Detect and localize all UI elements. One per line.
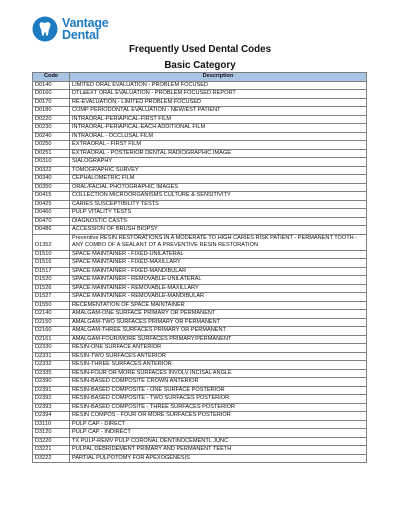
description-cell: SPACE MAINTAINER - REMOVABLE-UNILATERAL (70, 276, 367, 285)
description-cell: PULP CAP - DIRECT (70, 420, 367, 429)
table-row (33, 226, 367, 235)
description-cell: RECEMENTATION OF SPACE MAINTAINER (70, 301, 367, 310)
description-cell: ACCESSION OF BRUSH BIOPSY (70, 226, 367, 235)
table-row (33, 107, 367, 116)
code-cell: D1550 (33, 301, 70, 310)
code-cell: D2390 (33, 378, 70, 387)
description-cell: AMALGAM-ONE SURFACE PRIMARY OR PERMANENT (70, 310, 367, 319)
table-row (33, 403, 367, 412)
table-row (33, 310, 367, 319)
description-cell: PULPAL DEBRIDEMENT PRIMARY AND PERMANENT TEETH (70, 446, 367, 455)
table-row (33, 429, 367, 438)
code-cell: D3220 (33, 437, 70, 446)
table-row (33, 158, 367, 167)
table-row (33, 352, 367, 361)
table-row (33, 327, 367, 336)
code-cell: D0230 (33, 124, 70, 133)
code-cell: D1510 (33, 250, 70, 259)
code-cell: D2335 (33, 369, 70, 378)
table-row (33, 437, 367, 446)
table-row (33, 395, 367, 404)
table-row (33, 412, 367, 421)
description-cell: INTRAORAL - OCCLUSAL FILM (70, 132, 367, 141)
table-row (33, 284, 367, 293)
description-cell: EXTRAORAL - FIRST FILM (70, 141, 367, 150)
code-cell: D2160 (33, 327, 70, 336)
description-cell: RESIN-TWO SURFACES ANTERIOR (70, 352, 367, 361)
description-cell: TX PULP-REMV PULP CORONAL DENTINOCEMENTL JUNC (70, 437, 367, 446)
code-cell: D2332 (33, 361, 70, 370)
description-cell: LIMITED ORAL EVALUATION - PROBLEM FOCUSED (70, 81, 367, 90)
table-row (33, 386, 367, 395)
brand-line-2: Dental (62, 28, 100, 42)
table-row (33, 293, 367, 302)
page-title: Frequently Used Dental Codes (128, 44, 272, 55)
description-cell: RESIN-FOUR OR MORE SURFACES INVOLV INCISAL ANGLE (70, 369, 367, 378)
code-cell: D0460 (33, 209, 70, 218)
code-cell: D2392 (33, 395, 70, 404)
code-cell: D3221 (33, 446, 70, 455)
vantage-dental-logo (32, 14, 109, 44)
code-cell: D2140 (33, 310, 70, 319)
description-cell: SPACE MAINTAINER - REMOVABLE-MANDIBULAR (70, 293, 367, 302)
table-row (33, 344, 367, 353)
table-row (33, 192, 367, 201)
description-cell: CEPHALOMETRIC FILM (70, 175, 367, 184)
code-cell: D1526 (33, 284, 70, 293)
table-row (33, 200, 367, 209)
table-row (33, 234, 367, 250)
page-subtitle: Basic Category (164, 60, 236, 71)
table-row (33, 454, 367, 463)
code-cell: D1352 (33, 234, 70, 250)
table-row (33, 301, 367, 310)
description-cell: COMP PERIODONTAL EVALUATION - NEW/EST PATIENT (70, 107, 367, 116)
description-cell: RESIN-THREE SURFACES ANTERIOR (70, 361, 367, 370)
description-cell: SIALOGRAPHY (70, 158, 367, 167)
code-cell: D2393 (33, 403, 70, 412)
description-cell: INTRAORAL-PERIAPICAL-FIRST FILM (70, 115, 367, 124)
table-row (33, 267, 367, 276)
description-cell: AMALGAM-THREE SURFACES PRIMARY OR PERMANENT (70, 327, 367, 336)
table-row (33, 81, 367, 90)
code-cell: D0322 (33, 166, 70, 175)
table-row (33, 318, 367, 327)
code-cell: D1527 (33, 293, 70, 302)
code-cell: D0240 (33, 132, 70, 141)
tooth-logo-icon (32, 16, 58, 42)
code-cell: D1517 (33, 267, 70, 276)
code-cell: D0140 (33, 81, 70, 90)
code-cell: D2394 (33, 412, 70, 421)
description-cell: EXTRAORAL - POSTERIOR DENTAL RADIOGRAPHIC IMAGE (70, 149, 367, 158)
description-cell: PULP VITALITY TESTS (70, 209, 367, 218)
code-cell: D0170 (33, 98, 70, 107)
code-cell: D2330 (33, 344, 70, 353)
table-row (33, 183, 367, 192)
description-cell: COLLECTION MICROORGANISMS CULTURE & SENSITIVITY (70, 192, 367, 201)
code-cell: D0251 (33, 149, 70, 158)
description-cell: AMALGAM-TWO SURFACES PRIMARY OR PERMANENT (70, 318, 367, 327)
description-cell: ORAL/FACIAL PHOTOGRAPHIC IMAGES (70, 183, 367, 192)
code-cell: D0310 (33, 158, 70, 167)
code-cell: D0160 (33, 90, 70, 99)
column-header-code: Code (33, 73, 70, 82)
description-cell: RESIN COMPOS - FOUR OR MORE SURFACES POSTERIOR (70, 412, 367, 421)
description-cell: SPACE MAINTAINER - FIXED-MAXILLARY (70, 259, 367, 268)
table-row (33, 361, 367, 370)
code-cell: D3110 (33, 420, 70, 429)
description-cell: DTL&EXT ORAL EVALUATION - PROBLEM FOCUSED REPORT (70, 90, 367, 99)
code-cell: D0220 (33, 115, 70, 124)
dental-codes-table (32, 72, 367, 463)
code-cell: D0180 (33, 107, 70, 116)
description-cell: CARIES SUSCEPTIBILITY TESTS (70, 200, 367, 209)
table-row (33, 115, 367, 124)
description-cell: RE-EVALUATION - LIMITED PROBLEM FOCUSED (70, 98, 367, 107)
table-row (33, 149, 367, 158)
description-cell: Preventive RESIN RESTORATIONS IN A MODERATE TO HIGH CARIES RISK PATIENT - PERMANENT TOOTH - ANY COMBO OF A SEALANT OT A PREVENTIVE RESIN RESTORATION (70, 234, 367, 250)
table-row (33, 90, 367, 99)
code-cell: D2391 (33, 386, 70, 395)
code-cell: D0350 (33, 183, 70, 192)
description-cell: PULP CAP - INDIRECT (70, 429, 367, 438)
code-cell: D0340 (33, 175, 70, 184)
description-cell: RESIN-BASED COMPOSITE CROWN ANTERIOR (70, 378, 367, 387)
code-cell: D2150 (33, 318, 70, 327)
table-row (33, 98, 367, 107)
table-row (33, 259, 367, 268)
table-row (33, 378, 367, 387)
table-row (33, 166, 367, 175)
code-cell: D1520 (33, 276, 70, 285)
code-cell: D2331 (33, 352, 70, 361)
description-cell: PARTIAL PULPOTOMY FOR APEXOGENESIS (70, 454, 367, 463)
table-row (33, 175, 367, 184)
description-cell: SPACE MAINTAINER - FIXED-MANDIBULAR (70, 267, 367, 276)
table-row (33, 250, 367, 259)
code-cell: D1516 (33, 259, 70, 268)
table-row (33, 124, 367, 133)
code-cell: D0250 (33, 141, 70, 150)
code-cell: D2161 (33, 335, 70, 344)
table-row (33, 132, 367, 141)
code-cell: D3120 (33, 429, 70, 438)
table-row (33, 369, 367, 378)
code-cell: D0415 (33, 192, 70, 201)
table-row (33, 141, 367, 150)
description-cell: RESIN-ONE SURFACE ANTERIOR (70, 344, 367, 353)
description-cell: SPACE MAINTAINER - REMOVABLE-MAXILLARY (70, 284, 367, 293)
description-cell: INTRAORAL-PERIAPICAL-EACH ADDITIONAL FILM (70, 124, 367, 133)
column-header-description: Description (70, 73, 367, 82)
description-cell: AMALGAM-FOUR/MORE SURFACES PRIMARY/PERMANENT (70, 335, 367, 344)
table-row (33, 335, 367, 344)
table-row (33, 420, 367, 429)
brand-line-1: Vantage (62, 15, 109, 30)
code-cell: D0470 (33, 217, 70, 226)
code-cell: D0486 (33, 226, 70, 235)
code-cell: D3222 (33, 454, 70, 463)
description-cell: TOMOGRAPHIC SURVEY (70, 166, 367, 175)
description-cell: RESIN-BASED COMPOSITE - THREE SURFACES POSTERIOR (70, 403, 367, 412)
table-row (33, 217, 367, 226)
code-cell: D0425 (33, 200, 70, 209)
table-row (33, 446, 367, 455)
description-cell: RESIN-BASED COMPOSITE - ONE SURFACE POSTERIOR (70, 386, 367, 395)
table-row (33, 209, 367, 218)
table-row (33, 276, 367, 285)
description-cell: RESIN-BASED COMPOSITE - TWO SURFACES POSTERIOR (70, 395, 367, 404)
description-cell: SPACE MAINTAINER - FIXED-UNILATERAL (70, 250, 367, 259)
table-header-row (33, 73, 367, 82)
description-cell: DIAGNOSTIC CASTS (70, 217, 367, 226)
